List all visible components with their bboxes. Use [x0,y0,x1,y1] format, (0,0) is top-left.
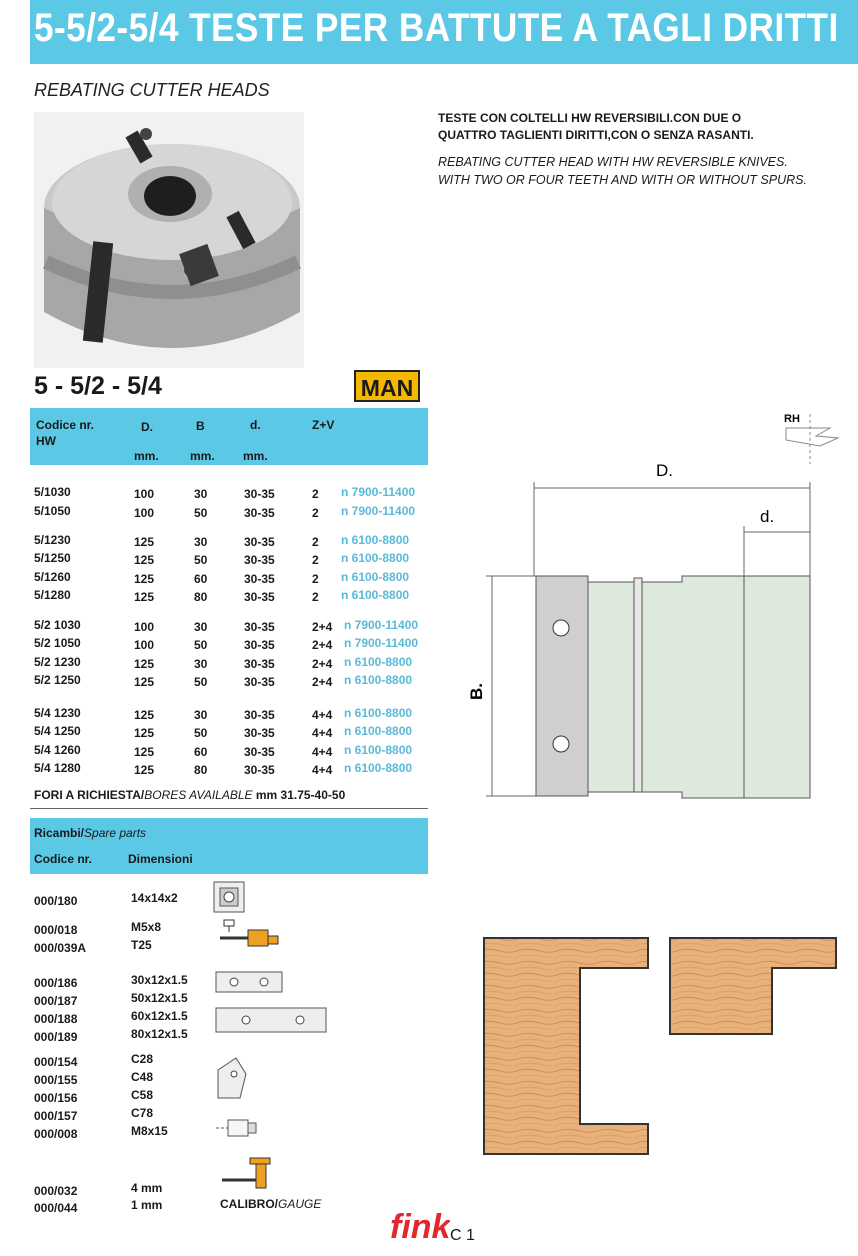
spare-code: 000/008 [34,1127,78,1141]
fink-logo [390,1204,450,1248]
row-d-outer: 125 [134,553,155,567]
spur-cutter-icon [214,1054,250,1100]
col-code-hw: HW [36,434,56,448]
row-code: 5/2 1030 [34,618,81,632]
row-b: 30 [194,620,208,634]
col-d-outer: D. [141,420,153,434]
row-zv: 2 [312,553,319,567]
spare-dimension: 4 mm [131,1181,163,1195]
gauge-label-it: CALIBRO/ [220,1197,278,1211]
man-badge: MAN [354,370,420,402]
spare-dimension: 80x12x1.5 [131,1027,188,1041]
dimension-d-label: d. [760,507,775,526]
description-it-line2: QUATTRO TAGLIENTI DIRITTI,CON O SENZA RASANTI. [438,128,754,142]
technical-drawing [460,400,858,810]
row-b: 50 [194,726,208,740]
row-d-outer: 125 [134,675,155,689]
row-speed: n 7900-11400 [344,618,419,632]
spare-parts-title-en: Spare parts [84,826,147,840]
row-speed: n 7900-11400 [341,504,416,518]
row-d-outer: 125 [134,572,155,586]
row-d-bore: 30-35 [244,506,275,520]
dimension-D-label: D. [656,461,673,480]
spare-dimension: C48 [131,1070,154,1084]
row-zv: 4+4 [312,708,333,722]
spare-dimension: M5x8 [131,920,162,934]
spare-dimension: 60x12x1.5 [131,1009,188,1023]
row-b: 50 [194,506,208,520]
rotation-arrow-icon [786,428,838,446]
row-code: 5/4 1250 [34,724,81,738]
row-speed: n 6100-8800 [344,673,413,687]
spare-col-code: Codice nr. [34,852,93,866]
row-d-bore: 30-35 [244,726,275,740]
spare-code: 000/018 [34,923,78,937]
gauge-label [220,1197,321,1211]
row-d-outer: 125 [134,657,155,671]
row-code: 5/1030 [34,485,71,499]
series-title: 5 - 5/2 - 5/4 [34,372,162,400]
row-b: 30 [194,487,208,501]
spare-col-dim: Dimensioni [128,852,193,866]
row-d-outer: 125 [134,745,155,759]
dimension-B-label: B. [467,683,486,700]
subtitle-en: REBATING CUTTER HEADS [34,80,270,100]
spare-parts-title [34,826,146,840]
screw-m8-icon [216,1116,260,1140]
bores-note-it: FORI A RICHIESTA/ [34,788,145,802]
row-code: 5/2 1250 [34,673,81,687]
col-b: B [196,419,205,433]
row-zv: 4+4 [312,763,333,777]
spare-dimension: 50x12x1.5 [131,991,188,1005]
row-code: 5/2 1230 [34,655,81,669]
row-zv: 2+4 [312,620,333,634]
row-d-bore: 30-35 [244,487,275,501]
spare-dimension: M8x15 [131,1124,168,1138]
row-d-outer: 100 [134,638,155,652]
row-d-bore: 30-35 [244,745,275,759]
rh-label: RH [784,413,800,425]
col-zv: Z+V [312,418,335,432]
spare-code: 000/032 [34,1184,78,1198]
row-b: 30 [194,657,208,671]
row-d-bore: 30-35 [244,638,275,652]
row-code: 5/1050 [34,504,71,518]
row-speed: n 6100-8800 [341,570,410,584]
main-table-header [30,408,428,465]
spare-parts-header [30,818,428,874]
row-b: 30 [194,708,208,722]
spare-code: 000/186 [34,976,78,990]
unit-b: mm. [190,449,215,463]
spur-blade-long-icon [214,1004,330,1036]
row-d-bore: 30-35 [244,535,275,549]
row-d-outer: 125 [134,535,155,549]
spare-dimension: 14x14x2 [131,891,178,905]
bores-note-en: BORES AVAILABLE [144,788,253,802]
rebated-board [484,938,648,1154]
unit-bore: mm. [243,449,268,463]
row-d-outer: 100 [134,506,155,520]
row-d-bore: 30-35 [244,590,275,604]
row-d-outer: 100 [134,620,155,634]
row-b: 80 [194,590,208,604]
row-code: 5/1250 [34,551,71,565]
row-zv: 2 [312,535,319,549]
row-speed: n 6100-8800 [344,706,413,720]
spare-code: 000/044 [34,1201,78,1215]
row-b: 50 [194,553,208,567]
row-zv: 2 [312,506,319,520]
spare-code: 000/154 [34,1055,78,1069]
row-d-bore: 30-35 [244,657,275,671]
row-speed: n 6100-8800 [341,533,410,547]
spare-code: 000/156 [34,1091,78,1105]
gauge-key-icon [220,1152,274,1196]
row-speed: n 6100-8800 [341,588,410,602]
row-d-bore: 30-35 [244,553,275,567]
row-zv: 2+4 [312,657,333,671]
spare-dimension: C28 [131,1052,154,1066]
row-zv: 2 [312,590,319,604]
row-zv: 2 [312,487,319,501]
divider [30,808,428,809]
row-speed: n 7900-11400 [341,485,416,499]
row-code: 5/1230 [34,533,71,547]
screw-and-key-icon [216,918,286,954]
row-b: 80 [194,763,208,777]
row-code: 5/1280 [34,588,71,602]
rebated-strip [670,938,836,1034]
spare-dimension: 1 mm [131,1198,163,1212]
gauge-label-en: GAUGE [278,1197,322,1211]
row-d-bore: 30-35 [244,708,275,722]
cutter-head-photo [34,112,304,368]
spare-dimension: T25 [131,938,152,952]
spare-parts-title-it: Ricambi/ [34,826,85,840]
bores-note-sizes: mm 31.75-40-50 [252,788,346,802]
row-zv: 4+4 [312,745,333,759]
row-d-outer: 100 [134,487,155,501]
row-d-bore: 30-35 [244,572,275,586]
row-speed: n 6100-8800 [344,761,413,775]
row-d-bore: 30-35 [244,675,275,689]
spare-code: 000/157 [34,1109,78,1123]
description-en-line1: REBATING CUTTER HEAD WITH HW REVERSIBLE KNIVES. [438,155,788,169]
spare-code: 000/039A [34,941,87,955]
row-code: 5/1260 [34,570,71,584]
spare-code: 000/189 [34,1030,78,1044]
spare-code: 000/187 [34,994,78,1008]
row-code: 5/4 1280 [34,761,81,775]
row-code: 5/4 1260 [34,743,81,757]
row-d-outer: 125 [134,763,155,777]
unit-d: mm. [134,449,159,463]
row-speed: n 6100-8800 [341,551,410,565]
title-bar [30,0,858,64]
row-b: 50 [194,675,208,689]
row-d-outer: 125 [134,726,155,740]
row-speed: n 6100-8800 [344,724,413,738]
row-b: 30 [194,535,208,549]
row-speed: n 6100-8800 [344,743,413,757]
page-code: C 1 [450,1227,475,1244]
spare-dimension: C78 [131,1106,154,1120]
row-code: 5/4 1230 [34,706,81,720]
row-d-outer: 125 [134,708,155,722]
row-code: 5/2 1050 [34,636,81,650]
spare-code: 000/180 [34,894,78,908]
page-title: 5-5/2-5/4 TESTE PER BATTUTE A TAGLI DRITTI [34,6,839,50]
spare-code: 000/155 [34,1073,78,1087]
row-zv: 2+4 [312,675,333,689]
row-d-bore: 30-35 [244,763,275,777]
row-speed: n 6100-8800 [344,655,413,669]
row-b: 60 [194,572,208,586]
spare-dimension: 30x12x1.5 [131,973,188,987]
spare-dimension: C58 [131,1088,154,1102]
description-it-line1: TESTE CON COLTELLI HW REVERSIBILI.CON DUE O [438,111,742,125]
description-en [438,153,848,189]
rebate-profile-illustration [480,934,840,1158]
col-d-bore: d. [250,418,261,432]
row-zv: 2 [312,572,319,586]
bores-note [34,788,345,802]
col-code: Codice nr. [36,418,95,432]
row-zv: 4+4 [312,726,333,740]
spare-code: 000/188 [34,1012,78,1026]
knife-square-icon [212,880,248,916]
brand-text: fink [390,1208,450,1246]
row-d-bore: 30-35 [244,620,275,634]
row-d-outer: 125 [134,590,155,604]
spur-blade-short-icon [214,968,284,996]
row-b: 60 [194,745,208,759]
description-it [438,110,838,144]
row-speed: n 7900-11400 [344,636,419,650]
row-b: 50 [194,638,208,652]
description-en-line2: WITH TWO OR FOUR TEETH AND WITH OR WITHOUT SPURS. [438,173,807,187]
row-zv: 2+4 [312,638,333,652]
